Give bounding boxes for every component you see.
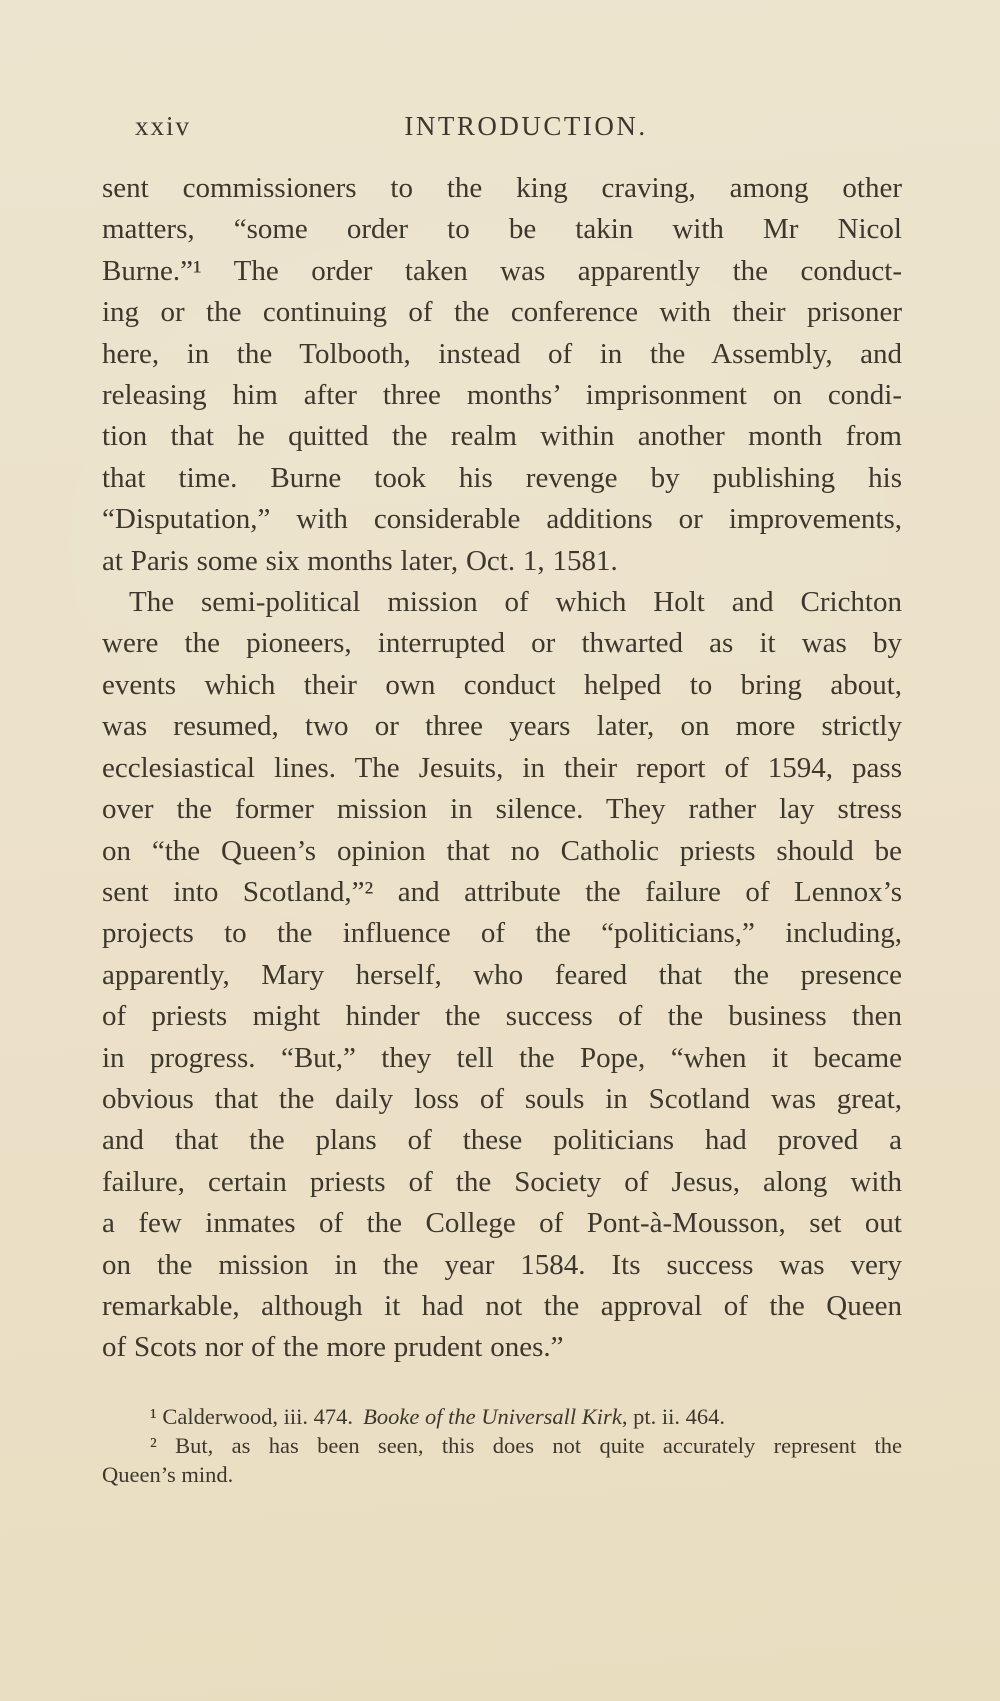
footnotes [102, 1402, 902, 1489]
running-title: INTRODUCTION. [404, 111, 648, 141]
footnote-2-line-2: Queen’s mind. [102, 1462, 234, 1487]
text-line: and that the plans of these politicians had proved a [102, 1124, 902, 1157]
page-number: xxiv [135, 111, 192, 141]
text-line: failure, certain priests of the Society of Jesus, along with [102, 1165, 902, 1198]
footnote-1 [102, 1402, 902, 1431]
text-line: releasing him after three months’ imprisonment on condi- [102, 379, 902, 412]
text-line: were the pioneers, interrupted or thwarted as it was by [102, 627, 902, 660]
footnote-marker: ¹ [150, 1404, 157, 1429]
paragraph [102, 168, 902, 582]
text-line: “Disputation,” with considerable additions or improvements, [102, 503, 902, 536]
running-head [102, 106, 902, 148]
text-line: that time. Burne took his revenge by publishing his [102, 461, 902, 494]
text-line: on the mission in the year 1584. Its success was very [102, 1248, 902, 1281]
text-line: in progress. “But,” they tell the Pope, “when it became [102, 1041, 902, 1074]
text-line: of priests might hinder the success of the business then [102, 1000, 902, 1033]
text-line: remarkable, although it had not the approval of the Queen [102, 1289, 902, 1322]
text-line: events which their own conduct helped to bring about, [102, 668, 902, 701]
text-line: was resumed, two or three years later, on more strictly [102, 710, 902, 743]
text-line: ing or the continuing of the conference with their prisoner [102, 296, 902, 329]
text-line: The semi-political mission of which Holt and Crichton [129, 586, 902, 619]
text-line: apparently, Mary herself, who feared that the presence [102, 958, 902, 991]
body-text [102, 168, 902, 1369]
footnote-book-title: Booke of the Universall Kirk [363, 1404, 622, 1429]
text-line: sent commissioners to the king craving, among other [102, 172, 902, 204]
paragraph [102, 582, 902, 1369]
text-line: ecclesiastical lines. The Jesuits, in their report of 1594, pass [102, 751, 902, 784]
text-line: over the former mission in silence. They rather lay stress [102, 793, 902, 826]
text-line: here, in the Tolbooth, instead of in the Assembly, and [102, 337, 902, 370]
footnote-text: Calderwood, iii. 474. [162, 1404, 353, 1429]
text-line: a few inmates of the College of Pont-à-Mousson, set out [102, 1207, 902, 1240]
text-line: obvious that the daily loss of souls in Scotland was great, [102, 1082, 902, 1115]
text-line: on “the Queen’s opinion that no Catholic priests should be [102, 834, 902, 867]
text-line: projects to the influence of the “politicians,” including, [102, 917, 902, 950]
text-line: tion that he quitted the realm within another month from [102, 420, 902, 453]
text-line: Burne.”¹ The order taken was apparently the conduct- [102, 254, 902, 287]
text-line: matters, “some order to be takin with Mr Nicol [102, 213, 902, 246]
footnote-text: , pt. ii. 464. [621, 1404, 725, 1429]
text-line: sent into Scotland,”² and attribute the failure of Lennox’s [102, 875, 902, 908]
text-line: of Scots nor of the more prudent ones.” [102, 1331, 564, 1364]
footnote-2-line-1: ² But, as has been seen, this does not quite accurately represent the [150, 1433, 902, 1458]
text-line: at Paris some six months later, Oct. 1, 1581. [102, 544, 618, 577]
